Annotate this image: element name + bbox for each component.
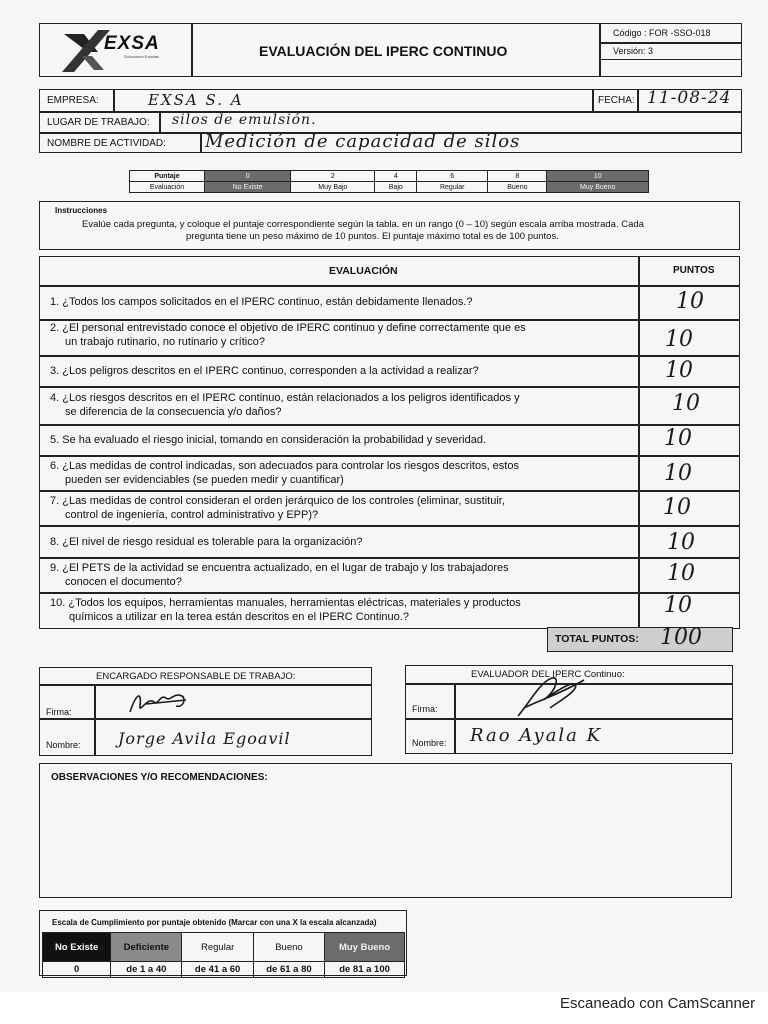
- escala-header-row: [43, 933, 405, 962]
- signature-right-title: EVALUADOR DEL IPERC Continuo:: [471, 669, 625, 680]
- escala-header: Regular: [182, 933, 253, 962]
- question-2-cont: un trabajo rutinario, no rutinario y crítico?: [65, 336, 265, 348]
- eval-points-divider: [638, 256, 640, 629]
- actividad-label: NOMBRE DE ACTIVIDAD:: [47, 138, 166, 149]
- escala-title: Escala de Cumplimiento por puntaje obtenido (Marcar con una X la escala alcanzada): [52, 918, 377, 927]
- question-8: 8. ¿El nivel de riesgo residual es tolerable para la organización?: [50, 536, 363, 548]
- escala-header: Bueno: [253, 933, 324, 962]
- score-10: 10: [664, 593, 692, 618]
- info-vline-fecha2: [637, 89, 639, 111]
- score-row-label: Puntaje: [130, 171, 205, 182]
- handwritten-signature-icon: [510, 672, 590, 722]
- observaciones-title: OBSERVACIONES Y/O RECOMENDACIONES:: [51, 772, 268, 783]
- question-5: 5. Se ha evaluado el riesgo inicial, tomando en consideración la probabilidad y severidad.: [50, 434, 486, 446]
- header-divider-h2: [599, 59, 742, 60]
- score-7: 10: [663, 495, 691, 520]
- signature-right-name: Rao Ayala K: [470, 725, 603, 746]
- score-point: 4: [375, 171, 417, 182]
- signature-left-title: ENCARGADO RESPONSABLE DE TRABAJO:: [96, 671, 296, 682]
- header-divider-left: [191, 23, 193, 77]
- score-2: 10: [665, 327, 693, 352]
- total-label: TOTAL PUNTOS:: [555, 633, 639, 645]
- question-4: 4. ¿Los riesgos descritos en el IPERC continuo, están relacionados a los peligros identificados y: [50, 392, 520, 404]
- sig-left-line-2: [39, 718, 372, 720]
- instructions-line-1: Evalúe cada pregunta, y coloque el puntaje correspondiente según la tabla. en un rango (0 – 10) según escala arriba mostrada. Cada: [82, 219, 644, 230]
- score-point: 0: [205, 171, 291, 182]
- score-point: 6: [417, 171, 488, 182]
- score-row-labels: [130, 182, 649, 193]
- score-label: Bajo: [375, 182, 417, 193]
- row-line: [39, 424, 740, 426]
- firma-label-left: Firma:: [46, 707, 72, 717]
- empresa-label: EMPRESA:: [47, 95, 99, 106]
- row-line: [39, 490, 740, 492]
- escala-header: No Existe: [43, 933, 111, 962]
- question-6-cont: pueden ser evidenciables (se pueden medir y cuantificar): [65, 474, 344, 486]
- score-row-label: Evaluación: [130, 182, 205, 193]
- observaciones-box: [39, 763, 732, 898]
- question-3: 3. ¿Los peligros descritos en el IPERC continuo, corresponden a la actividad a realizar?: [50, 365, 479, 377]
- instructions-line-2: pregunta tiene un peso máximo de 10 puntos. El puntaje máximo total es de 100 puntos.: [186, 231, 559, 242]
- fecha-label: FECHA:: [598, 95, 635, 106]
- signature-left-name: Jorge Avila Egoavil: [118, 729, 291, 748]
- score-label: Bueno: [488, 182, 547, 193]
- row-line: [39, 592, 740, 594]
- logo-text: EXSA: [104, 33, 160, 54]
- camscanner-watermark: Escaneado con CamScanner: [560, 995, 756, 1012]
- row-line: [39, 557, 740, 559]
- score-label: Muy Bueno: [547, 182, 649, 193]
- eval-header-points: PUNTOS: [673, 265, 715, 276]
- score-point: 10: [547, 171, 649, 182]
- question-9-cont: conocen el documento?: [65, 576, 182, 588]
- question-1: 1. ¿Todos los campos solicitados en el IPERC continuo, están debidamente llenados.?: [50, 296, 473, 308]
- signature-left-scribble: [126, 686, 194, 718]
- eval-header-line: [39, 285, 740, 287]
- info-vline-fecha: [592, 89, 594, 111]
- question-7-cont: control de ingeniería, control administrativo y EPP)?: [65, 509, 319, 521]
- score-point: 2: [291, 171, 375, 182]
- escala-range-row: [43, 962, 405, 978]
- info-row-line-1: [39, 111, 742, 113]
- eval-header-label: EVALUACIÓN: [329, 265, 398, 277]
- question-10: 10. ¿Todos los equipos, herramientas manuales, herramientas eléctricas, materiales y productos: [50, 597, 521, 609]
- instructions-title: Instrucciones: [55, 206, 108, 215]
- score-5: 10: [664, 426, 692, 451]
- logo-tagline: Soluciones Exactas: [124, 54, 159, 59]
- firma-label-right: Firma:: [412, 704, 438, 714]
- form-code: Código : FOR -SSO-018: [613, 28, 711, 38]
- score-label: No Existe: [205, 182, 291, 193]
- info-vline-actividad: [200, 132, 202, 153]
- score-9: 10: [667, 561, 695, 586]
- sig-left-line-1: [39, 684, 372, 686]
- escala-header: Deficiente: [111, 933, 182, 962]
- row-line: [39, 525, 740, 527]
- escala-table: [42, 932, 405, 978]
- nombre-label-left: Nombre:: [46, 740, 81, 750]
- row-line: [39, 319, 740, 321]
- fecha-value: 11-08-24: [647, 88, 732, 108]
- score-label: Muy Bajo: [291, 182, 375, 193]
- score-scale-table: [129, 170, 649, 193]
- sig-left-vline: [94, 684, 96, 756]
- score-8: 10: [667, 530, 695, 555]
- actividad-value: Medición de capacidad de silos: [205, 131, 521, 152]
- sig-right-vline: [454, 683, 456, 754]
- nombre-label-right: Nombre:: [412, 738, 447, 748]
- row-line: [39, 355, 740, 357]
- question-4-cont: se diferencia de la consecuencia y/o daños?: [65, 406, 282, 418]
- header-divider-right: [599, 23, 601, 77]
- empresa-value: EXSA S. A: [148, 91, 244, 109]
- row-line: [39, 455, 740, 457]
- signature-right-scribble: [510, 672, 590, 722]
- score-label: Regular: [417, 182, 488, 193]
- row-line: [39, 386, 740, 388]
- page-title: EVALUACIÓN DEL IPERC CONTINUO: [259, 43, 508, 59]
- escala-range: de 41 a 60: [182, 962, 253, 978]
- question-2: 2. ¿El personal entrevistado conoce el objetivo de IPERC continuo y define correctamente que es: [50, 322, 526, 334]
- question-9: 9. ¿El PETS de la actividad se encuentra actualizado, en el lugar de trabajo y los trabajadores: [50, 562, 509, 574]
- escala-range: de 81 a 100: [325, 962, 405, 978]
- score-4: 10: [672, 391, 700, 416]
- info-vline-empresa: [113, 89, 115, 111]
- lugar-label: LUGAR DE TRABAJO:: [47, 117, 150, 128]
- score-3: 10: [665, 358, 693, 383]
- question-7: 7. ¿Las medidas de control consideran el orden jerárquico de los controles (eliminar, sustituir,: [50, 495, 505, 507]
- question-10-cont: químicos a utilizar en la terea están descritos en el IPERC Continuo.?: [69, 611, 409, 623]
- question-6: 6. ¿Las medidas de control indicadas, son adecuados para controlar los riesgos descritos, estos: [50, 460, 519, 472]
- escala-range: de 1 a 40: [111, 962, 182, 978]
- header-divider-h: [599, 42, 742, 44]
- score-row-points: [130, 171, 649, 182]
- total-value: 100: [660, 625, 702, 650]
- score-1: 10: [676, 289, 704, 314]
- handwritten-signature-icon: [126, 686, 194, 718]
- escala-range: 0: [43, 962, 111, 978]
- score-6: 10: [664, 461, 692, 486]
- info-vline-lugar: [159, 111, 161, 132]
- escala-header: Muy Bueno: [325, 933, 405, 962]
- form-version: Versión: 3: [613, 46, 654, 56]
- lugar-value: silos de emulsión.: [172, 112, 317, 128]
- escala-range: de 61 a 80: [253, 962, 324, 978]
- score-point: 8: [488, 171, 547, 182]
